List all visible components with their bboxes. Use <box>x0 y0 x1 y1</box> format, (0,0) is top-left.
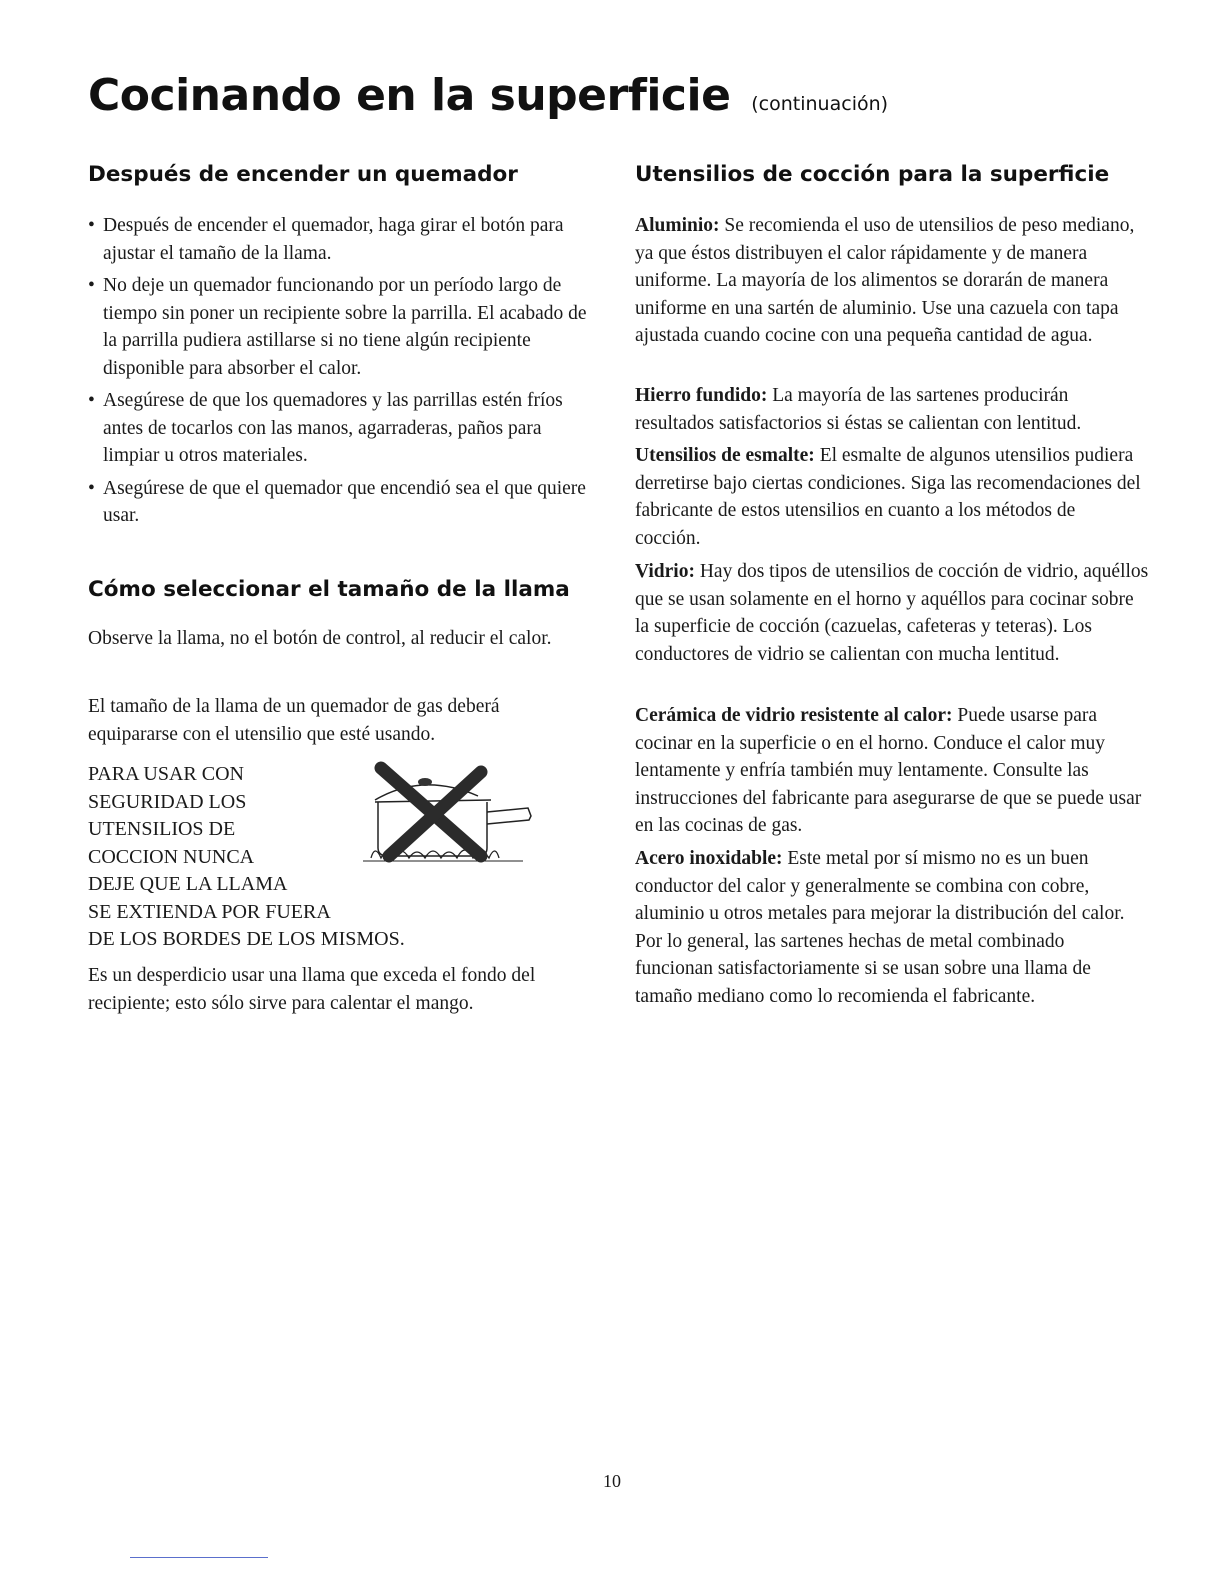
cookware-description: Este metal por sí mismo no es un buen conductor del calor y generalmente se combina con cobre, aluminio u otros metales para mejorar la distribución del calor. Por lo general, las sartenes hechas de metal combinado funcionan satisfactoriamente si se usan sobre una llama de tamaño mediano como lo recomienda el fabricante. <box>635 848 1125 1007</box>
cookware-item-hierro <box>635 382 1145 437</box>
page-number: 10 <box>603 1471 621 1491</box>
cookware-term: Aluminio: <box>635 215 720 236</box>
page-title-text: Cocinando en la superficie <box>88 70 731 121</box>
cookware-description: Se recomienda el uso de utensilios de peso mediano, ya que éstos distribuyen el calor rápidamente y de manera uniforme. La mayoría de los alimentos se dorarán de manera uniforme en una sartén de aluminio. Use una cazuela con tapa ajustada cuando cocine con una pequeña cantidad de agua. <box>635 215 1135 346</box>
bullet-item: • Asegúrese de que los quemadores y las parrillas estén fríos antes de tocarlos con las manos, agarraderas, paños para limpiar u otros materiales. <box>88 390 563 466</box>
cookware-term: Vidrio: <box>635 561 695 582</box>
cookware-term: Cerámica de vidrio resistente al calor: <box>635 705 953 726</box>
bullet-item: • No deje un quemador funcionando por un período largo de tiempo sin poner un recipiente sobre la parrilla. El acabado de la parrilla pudiera astillarse si no tiene algún recipiente disponible para absorber el calor. <box>88 275 587 379</box>
flame-paragraph-3: Es un desperdicio usar una llama que exceda el fondo del recipiente; esto sólo sirve para calentar el mango. <box>88 965 536 1014</box>
cookware-item-aluminio <box>635 212 1145 350</box>
cookware-term: Utensilios de esmalte: <box>635 445 815 466</box>
cookware-item-acero <box>635 845 1135 1010</box>
cookware-term: Acero inoxidable: <box>635 848 783 869</box>
cookware-description: La mayoría de las sartenes producirán resultados satisfactorios si éstas se calientan con lentitud. <box>635 385 1082 434</box>
cookware-description: El esmalte de algunos utensilios pudiera derretirse bajo ciertas condiciones. Siga las recomendaciones del fabricante de estos utensilios en cuanto a los métodos de cocción. <box>635 445 1141 549</box>
footer-rule <box>130 1557 268 1558</box>
flame-paragraph-1: Observe la llama, no el botón de control, al reducir el calor. <box>88 628 552 649</box>
cookware-description: Hay dos tipos de utensilios de cocción de vidrio, aquéllos que se usan solamente en el horno y aquéllos para cocinar sobre la superficie de cocción (cazuelas, cafeteras y teteras). Los conductores de vidrio se calientan con mucha lentitud. <box>635 561 1149 665</box>
bullet-item: • Asegúrese de que el quemador que encendió sea el que quiere usar. <box>88 477 586 526</box>
cookware-description: Puede usarse para cocinar en la superficie o en el horno. Conduce el calor muy lentamente y enfría también muy lentamente. Consulte las instrucciones del fabricante para asegurarse de que se puede usar en las cocinas de gas. <box>635 705 1142 836</box>
safety-warning: PARA USAR CON SEGURIDAD LOS UTENSILIOS DE COCCION NUNCA DEJE QUE LA LLAMA SE EXTIENDA POR FUERA DE LOS BORDES DE LOS MISMOS. <box>88 763 405 950</box>
after-lighting-bullet-list <box>88 212 588 535</box>
page-title <box>88 70 888 121</box>
cookware-item-esmalte <box>635 442 1145 552</box>
cookware-term: Hierro fundido: <box>635 385 768 406</box>
cookware-item-ceramica <box>635 702 1145 840</box>
section-heading-cookware: Utensilios de cocción para la superficie <box>635 162 1110 187</box>
bullet-item: • Después de encender el quemador, haga girar el botón para ajustar el tamaño de la llama. <box>88 215 564 264</box>
flame-paragraph-2: El tamaño de la llama de un quemador de gas deberá equipararse con el utensilio que esté usando. <box>88 696 500 745</box>
section-heading-flame-size: Cómo seleccionar el tamaño de la llama <box>88 577 570 602</box>
cookware-item-vidrio <box>635 558 1150 668</box>
pot-flame-prohibited-illustration <box>353 760 533 865</box>
section-heading-after-lighting: Después de encender un quemador <box>88 162 518 187</box>
page-subtitle: (continuación) <box>751 93 889 115</box>
